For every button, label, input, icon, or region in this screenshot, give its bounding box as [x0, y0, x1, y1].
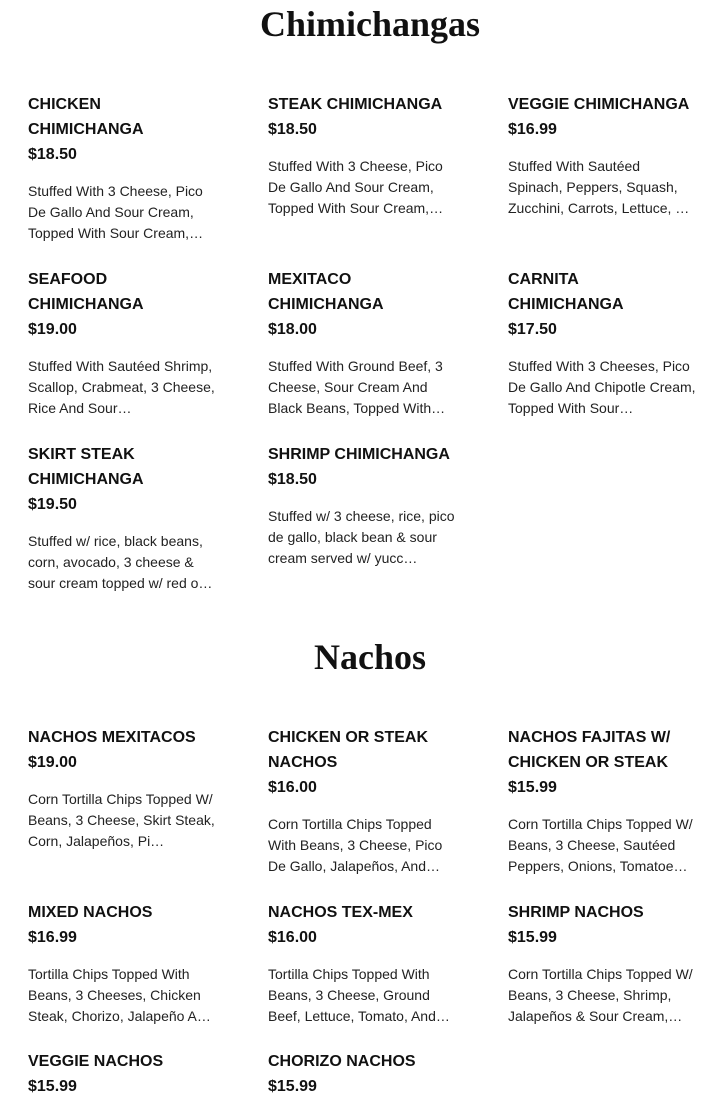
item-description: Tortilla Chips Topped With Beans, 3 Cheese, Ground Beef, Lettuce, Tomato, And… — [268, 966, 450, 1024]
item-name: STEAK CHIMICHANGA — [268, 96, 443, 113]
item-name: MEXITACO CHIMICHANGA — [268, 271, 384, 313]
item-price: $16.00 — [268, 929, 317, 946]
menu-item-chicken-or-steak-nachos[interactable] — [268, 725, 458, 877]
item-price: $19.50 — [28, 496, 77, 513]
menu-item-skirt-steak-chimichanga[interactable] — [28, 442, 218, 594]
item-description: Stuffed With 3 Cheeses, Pico De Gallo And Chipotle Cream, Topped With Sour… — [508, 358, 696, 416]
item-price: $19.00 — [28, 321, 77, 338]
item-price: $16.00 — [268, 779, 317, 796]
menu-item-shrimp-chimichanga[interactable] — [268, 442, 458, 569]
menu-item-steak-chimichanga[interactable] — [268, 92, 458, 219]
menu-item-carnita-chimichanga[interactable] — [508, 267, 698, 419]
item-price: $16.99 — [28, 929, 77, 946]
menu-item-chicken-chimichanga[interactable] — [28, 92, 218, 244]
item-description: Stuffed With Sautéed Shrimp, Scallop, Crabmeat, 3 Cheese, Rice And Sour… — [28, 358, 215, 416]
item-description: Corn Tortilla Chips Topped W/ Beans, 3 Cheese, Shrimp, Jalapeños & Sour Cream,… — [508, 966, 693, 1024]
item-price: $15.99 — [268, 1078, 317, 1095]
item-description: Corn Tortilla Chips Topped With Beans, 3 Cheese, Pico De Gallo, Jalapeños, And… — [268, 816, 443, 874]
item-price: $15.99 — [508, 929, 557, 946]
item-name: CHORIZO NACHOS — [268, 1053, 416, 1070]
item-description: Corn Tortilla Chips Topped W/ Beans, 3 Cheese, Skirt Steak, Corn, Jalapeños, Pi… — [28, 791, 215, 849]
item-name: NACHOS MEXITACOS — [28, 729, 196, 746]
item-price: $18.00 — [268, 321, 317, 338]
item-name: VEGGIE NACHOS — [28, 1053, 164, 1070]
menu-item-seafood-chimichanga[interactable] — [28, 267, 218, 419]
menu-item-veggie-nachos[interactable] — [28, 1049, 218, 1113]
item-name: VEGGIE CHIMICHANGA — [508, 96, 690, 113]
item-name: SEAFOOD CHIMICHANGA — [28, 271, 144, 313]
item-name: SHRIMP CHIMICHANGA — [268, 446, 450, 463]
item-name: CARNITA CHIMICHANGA — [508, 271, 624, 313]
menu-item-mexitaco-chimichanga[interactable] — [268, 267, 458, 419]
item-description: Corn Tortilla Chips Topped W/ Beans, 3 Cheese, Sautéed Peppers, Onions, Tomatoe… — [508, 816, 693, 874]
item-description: Stuffed With 3 Cheese, Pico De Gallo And Sour Cream, Topped With Sour Cream,… — [28, 183, 204, 241]
item-description: Stuffed w/ 3 cheese, rice, pico de gallo, black bean & sour cream served w/ yucc… — [268, 508, 455, 566]
menu-item-nachos-tex-mex[interactable] — [268, 900, 458, 1027]
item-description: Stuffed With Ground Beef, 3 Cheese, Sour Cream And Black Beans, Topped With… — [268, 358, 446, 416]
item-price: $18.50 — [28, 146, 77, 163]
section-title-nachos: Nachos — [313, 637, 426, 677]
menu-item-nachos-fajitas[interactable] — [508, 725, 698, 877]
item-description: Tortilla Chips Topped With Beans, 3 Cheeses, Chicken Steak, Chorizo, Jalapeño A… — [28, 966, 211, 1024]
item-name: SHRIMP NACHOS — [508, 904, 644, 921]
item-description: Stuffed With 3 Cheese, Pico De Gallo And Sour Cream, Topped With Sour Cream,… — [268, 158, 444, 216]
item-name: CHICKEN CHIMICHANGA — [28, 96, 144, 138]
item-price: $19.00 — [28, 754, 77, 771]
item-price: $15.99 — [508, 779, 557, 796]
menu-item-chorizo-nachos[interactable] — [268, 1049, 458, 1113]
item-price: $18.50 — [268, 471, 317, 488]
item-price: $17.50 — [508, 321, 557, 338]
menu-item-shrimp-nachos[interactable] — [508, 900, 698, 1027]
item-description: Stuffed w/ rice, black beans, corn, avocado, 3 cheese & sour cream topped w/ red o… — [28, 533, 213, 591]
item-description: Stuffed With Sautéed Spinach, Peppers, Squash, Zucchini, Carrots, Lettuce, … — [508, 158, 690, 216]
item-name: CHICKEN OR STEAK NACHOS — [268, 729, 429, 771]
item-price: $16.99 — [508, 121, 557, 138]
item-price: $15.99 — [28, 1078, 77, 1095]
item-name: SKIRT STEAK CHIMICHANGA — [28, 446, 144, 488]
menu-item-nachos-mexitacos[interactable] — [28, 725, 218, 852]
menu-item-mixed-nachos[interactable] — [28, 900, 218, 1027]
section-title-chimichangas: Chimichangas — [259, 4, 481, 44]
menu-item-veggie-chimichanga[interactable] — [508, 92, 698, 219]
item-name: NACHOS FAJITAS W/ CHICKEN OR STEAK — [508, 729, 671, 771]
item-price: $18.50 — [268, 121, 317, 138]
item-name: MIXED NACHOS — [28, 904, 153, 921]
item-name: NACHOS TEX-MEX — [268, 904, 413, 921]
